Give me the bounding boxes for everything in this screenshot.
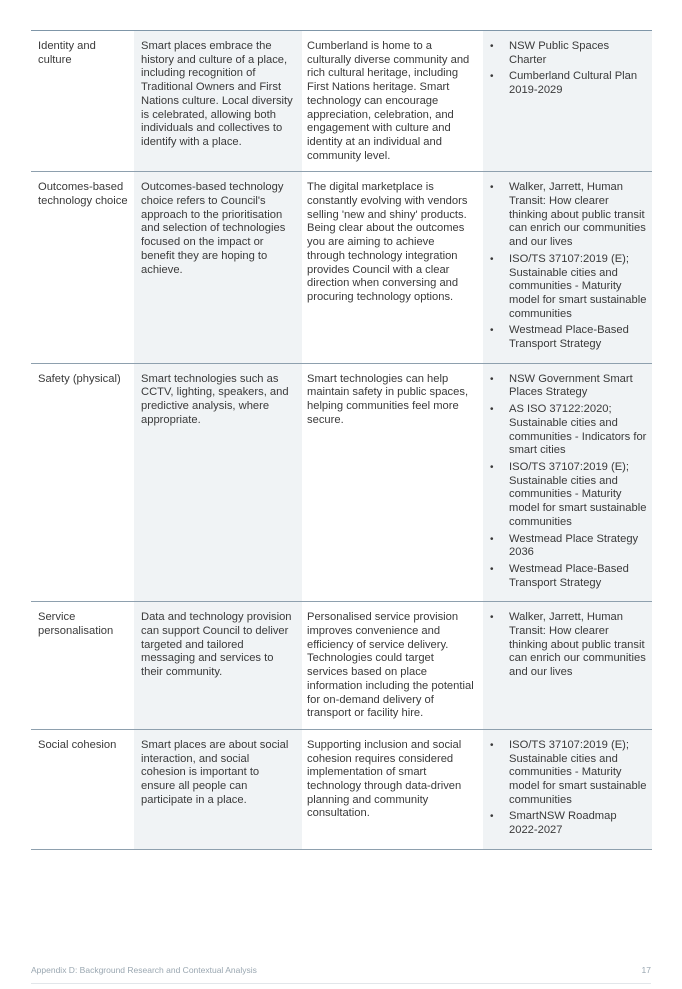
footer-divider	[31, 983, 651, 984]
table-row	[31, 730, 652, 850]
table-row	[31, 602, 652, 730]
reference-item: • ISO/TS 37107:2019 (E); Sustainable cities and communities - Maturity model for smart sustainable communities	[486, 739, 648, 808]
reference-item: • ISO/TS 37107:2019 (E); Sustainable cities and communities - Maturity model for smart sustainable communities	[486, 253, 648, 322]
references-cell	[483, 730, 652, 849]
context-cell: Cumberland is home to a culturally diverse community and rich cultural heritage, including First Nations heritage. Smart technology can encourage appreciation, celebration, and engagement with culture and identity at an individual and community level.	[307, 40, 470, 162]
reference-list	[486, 181, 648, 351]
reference-item: • NSW Public Spaces Charter	[486, 40, 648, 67]
reference-item: • SmartNSW Roadmap 2022-2027	[486, 810, 648, 837]
reference-list	[486, 611, 648, 680]
context-cell: Supporting inclusion and social cohesion requires considered implementation of smart technology through data-driven planning and community consultation.	[307, 738, 462, 820]
description-cell: Outcomes-based technology choice refers to Council's approach to the prioritisation and selection of technologies focused on the impact or benefit they are hoping to achieve.	[134, 172, 302, 362]
table-row	[31, 364, 652, 603]
topic-cell: Social cohesion	[38, 738, 117, 751]
reference-item: • AS ISO 37122:2020; Sustainable cities and communities - Indicators for smart cities	[486, 403, 648, 458]
principles-table	[31, 30, 652, 850]
references-cell	[483, 602, 652, 729]
reference-item: • ISO/TS 37107:2019 (E); Sustainable cities and communities - Maturity model for smart sustainable communities	[486, 461, 648, 530]
page-footer	[31, 965, 651, 975]
topic-cell: Identity and culture	[38, 40, 96, 66]
reference-item: • Westmead Place-Based Transport Strategy	[486, 324, 648, 351]
reference-item: • Walker, Jarrett, Human Transit: How clearer thinking about public transit can enrich our communities and our lives	[486, 181, 648, 250]
reference-list	[486, 373, 648, 591]
topic-cell: Outcomes-based technology choice	[38, 181, 128, 208]
reference-item: • Walker, Jarrett, Human Transit: How clearer thinking about public transit can enrich our communities and our lives	[486, 611, 648, 680]
context-cell: The digital marketplace is constantly evolving with vendors selling 'new and shiny' products. Being clear about the outcomes you are aiming to achieve through technology integration provides Council with a clear direction when conversing and procuring technology options.	[307, 181, 468, 303]
table-row	[31, 31, 652, 172]
topic-cell: Safety (physical)	[38, 372, 121, 385]
references-cell	[483, 31, 652, 171]
topic-cell: Service personalisation	[38, 611, 114, 638]
description-cell: Smart places are about social interaction, and social cohesion is important to ensure all people can participate in a place.	[134, 730, 302, 849]
reference-item: • NSW Government Smart Places Strategy	[486, 373, 648, 400]
footer-section-title: Appendix D: Background Research and Contextual Analysis	[31, 965, 257, 975]
references-cell	[483, 364, 652, 602]
reference-list	[486, 739, 648, 838]
description-cell: Data and technology provision can support Council to deliver targeted and tailored messaging and services to their community.	[134, 602, 302, 729]
reference-item: • Westmead Place Strategy 2036	[486, 533, 648, 560]
page-number: 17	[641, 965, 651, 975]
table-row	[31, 172, 652, 363]
reference-item: • Westmead Place-Based Transport Strategy	[486, 563, 648, 590]
references-cell	[483, 172, 652, 362]
reference-list	[486, 40, 648, 98]
context-cell: Smart technologies can help maintain safety in public spaces, helping communities feel more secure.	[307, 372, 469, 426]
description-cell: Smart technologies such as CCTV, lighting, speakers, and predictive analysis, where appropriate.	[134, 364, 302, 602]
description-cell: Smart places embrace the history and culture of a place, including recognition of Traditional Owners and First Nations culture. Local diversity is celebrated, allowing both individuals and collectives to identify with a place.	[134, 31, 302, 171]
reference-item: • Cumberland Cultural Plan 2019-2029	[486, 70, 648, 97]
context-cell: Personalised service provision improves convenience and efficiency of service delivery. Technologies could target services based on place information including the potential for on-demand delivery of transport or facility hire.	[307, 611, 474, 720]
